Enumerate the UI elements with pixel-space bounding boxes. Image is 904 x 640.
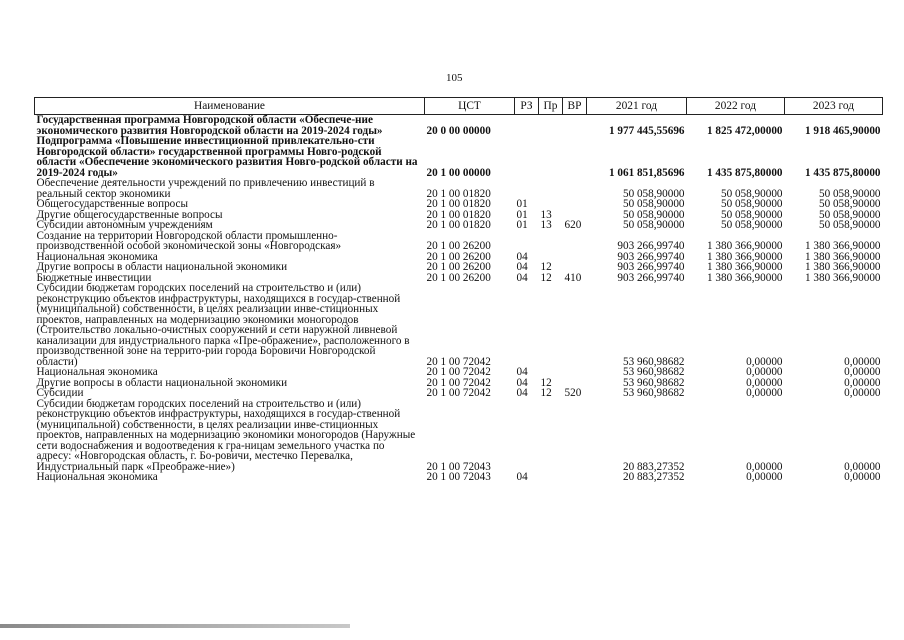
page-number: 105	[446, 72, 463, 84]
cell-rz: 04	[516, 366, 528, 378]
cell-2023: 0,00000	[844, 471, 881, 483]
cell-vr	[563, 262, 587, 273]
cell-2023: 1 918 465,90000	[804, 124, 881, 137]
cell-2023: 0,00000	[844, 366, 881, 378]
cell-2021: 903 266,99740	[617, 250, 685, 263]
cell-cst: 20 1 00 72042	[426, 387, 491, 399]
cell-2022: 1 435 875,80000	[706, 166, 783, 179]
cell-rz	[515, 136, 539, 178]
cell-2023: 1 380 366,90000	[804, 250, 881, 263]
cell-2023: 1 380 366,90000	[804, 261, 881, 273]
cell-pr: 13	[540, 219, 552, 231]
cell-cst: 20 1 00 01820	[426, 219, 491, 231]
cell-rz: 01	[516, 219, 528, 231]
cell-cst: 20 1 00 26200	[426, 261, 491, 273]
cell-2021: 50 058,90000	[622, 208, 685, 221]
table-row	[35, 472, 883, 483]
cell-rz: 04	[516, 387, 528, 399]
header-name: Наименование	[35, 98, 425, 115]
cell-pr	[539, 283, 563, 367]
cell-name: Создание на территории Новгородской области промышленно-производственной особой экономической зоны «Новгородская»	[36, 229, 342, 252]
cell-2021: 53 960,98682	[622, 387, 685, 399]
cell-name: Другие общегосударственные вопросы	[36, 208, 223, 221]
header-cst: ЦСТ	[425, 98, 515, 115]
cell-2021: 53 960,98682	[622, 376, 685, 389]
cell-rz: 04	[516, 250, 528, 263]
cell-vr: 410	[564, 271, 582, 284]
cell-vr	[563, 115, 587, 137]
cell-2022: 1 825 472,00000	[706, 124, 783, 137]
cell-rz	[515, 178, 539, 199]
cell-2023: 50 058,90000	[818, 208, 881, 221]
table-row	[35, 115, 883, 137]
scan-edge-shadow	[0, 624, 350, 628]
cell-name: Общегосударственные вопросы	[36, 198, 189, 210]
cell-cst: 20 1 00 26200	[426, 250, 491, 263]
table-row	[35, 388, 883, 399]
table-row	[35, 367, 883, 378]
cell-2022: 1 380 366,90000	[706, 240, 783, 252]
cell-2022: 0,00000	[746, 471, 783, 483]
cell-2022: 50 058,90000	[720, 187, 783, 200]
cell-cst: 20 1 00 26200	[426, 240, 491, 252]
cell-name: Национальная экономика	[36, 250, 158, 263]
cell-vr	[563, 199, 587, 210]
cell-vr	[563, 367, 587, 378]
cell-cst: 20 1 00 72043	[426, 460, 491, 473]
cell-2022: 1 380 366,90000	[706, 271, 783, 284]
cell-2021: 53 960,98682	[622, 355, 685, 368]
cell-2022: 0,00000	[746, 460, 783, 473]
cell-name: Национальная экономика	[36, 471, 158, 483]
header-pr: Пр	[539, 98, 563, 115]
table-row	[35, 262, 883, 273]
cell-pr	[539, 115, 563, 137]
cell-rz: 01	[516, 208, 528, 221]
cell-2021: 903 266,99740	[617, 271, 685, 284]
cell-2022: 0,00000	[746, 387, 783, 399]
cell-pr: 12	[540, 387, 552, 399]
cell-name: Субсидии	[36, 387, 84, 399]
cell-2022: 1 380 366,90000	[706, 261, 783, 273]
cell-rz	[515, 399, 539, 473]
cell-cst: 20 1 00 72043	[426, 471, 491, 483]
table-row	[35, 399, 883, 473]
cell-2021: 50 058,90000	[622, 198, 685, 210]
cell-name: Субсидии автономным учреждениям	[36, 219, 213, 231]
cell-name: Другие вопросы в области национальной экономики	[36, 261, 288, 273]
cell-name: Обеспечение деятельности учреждений по привлечению инвестиций в реальный сектор экономики	[36, 177, 375, 200]
cell-cst: 20 1 00 72042	[426, 366, 491, 378]
cell-2021: 1 061 851,85696	[608, 166, 685, 179]
cell-name: Субсидии бюджетам городских поселений на строительство и (или) реконструкцию объектов инфраструктуры, находящихся в государ-ственной (муниципальной) собственности, в целях реализации инве-стиционных проектов, направленных на модернизацию экономики моногородов (Строительство локально-очистных сооружений и сети наружной ливневой канализации для индустриального парка «Пре-ображение», расположенного в производственной зоне на террито-рии города Боровичи Новгородской области)	[36, 282, 410, 368]
header-2021: 2021 год	[587, 98, 687, 115]
cell-pr	[539, 199, 563, 210]
cell-2021: 53 960,98682	[622, 366, 685, 378]
cell-2023: 1 380 366,90000	[804, 271, 881, 284]
cell-cst: 20 1 00 01820	[426, 198, 491, 210]
table-row	[35, 283, 883, 367]
cell-name: Субсидии бюджетам городских поселений на строительство и (или) реконструкцию объектов инфраструктуры, находящихся в государ-ственной (муниципальной) собственности, в целях реализации инве-стиционных проектов, направленных на модернизацию экономики моногородов (Наружные сети водоснабжения и водоотведения к гра-ницам земельного участка по адресу: «Новгородская область, г. Бо-ровичи, местечко Перевалка, Индустриальный парк «Преображе-ние»)	[36, 397, 416, 473]
header-2023: 2023 год	[785, 98, 883, 115]
cell-name: Подпрограмма «Повышение инвестиционной привлекательно-сти Новгородской области» государственной программы Новго-родской области «Обеспечение экономического развития Новго-родской области на 2019-2024 годы»	[36, 135, 418, 179]
cell-name: Государственная программа Новгородской области «Обеспече-ние экономического развития Новгородской области на 2019-2024 годы»	[36, 114, 383, 137]
cell-2021: 20 883,27352	[622, 471, 685, 483]
table-row	[35, 136, 883, 178]
table-row	[35, 199, 883, 210]
table-row	[35, 220, 883, 231]
cell-2021: 1 977 445,55696	[608, 124, 685, 137]
cell-2023: 50 058,90000	[818, 187, 881, 200]
cell-2021: 20 883,27352	[622, 460, 685, 473]
cell-vr	[563, 252, 587, 263]
cell-vr	[563, 136, 587, 178]
cell-pr: 12	[540, 376, 552, 389]
cell-2022: 0,00000	[746, 376, 783, 389]
cell-pr	[539, 178, 563, 199]
header-2022: 2022 год	[687, 98, 785, 115]
cell-rz: 01	[516, 198, 528, 210]
header-rz: РЗ	[515, 98, 539, 115]
cell-2023: 0,00000	[844, 460, 881, 473]
cell-2022: 50 058,90000	[720, 208, 783, 221]
cell-2022: 50 058,90000	[720, 198, 783, 210]
cell-rz: 04	[516, 376, 528, 389]
cell-rz: 04	[516, 271, 528, 284]
cell-cst: 20 1 00 72042	[426, 355, 491, 368]
cell-name: Бюджетные инвестиции	[36, 271, 152, 284]
cell-2023: 0,00000	[844, 387, 881, 399]
cell-vr	[563, 472, 587, 483]
cell-pr	[539, 136, 563, 178]
cell-2021: 903 266,99740	[617, 261, 685, 273]
cell-vr: 620	[564, 219, 582, 231]
cell-cst: 20 1 00 01820	[426, 208, 491, 221]
cell-vr	[563, 231, 587, 252]
budget-table	[34, 97, 883, 483]
cell-cst: 20 0 00 00000	[426, 124, 491, 137]
cell-vr	[563, 283, 587, 367]
cell-2023: 0,00000	[844, 376, 881, 389]
cell-name: Другие вопросы в области национальной экономики	[36, 376, 288, 389]
cell-2021: 50 058,90000	[622, 187, 685, 200]
table-row	[35, 178, 883, 199]
cell-cst: 20 1 00 26200	[426, 271, 491, 284]
table-row	[35, 231, 883, 252]
cell-rz	[515, 283, 539, 367]
cell-cst: 20 1 00 72042	[426, 376, 491, 389]
cell-2021: 50 058,90000	[622, 219, 685, 231]
cell-pr	[539, 367, 563, 378]
cell-pr: 13	[540, 208, 552, 221]
cell-2022: 0,00000	[746, 366, 783, 378]
cell-2022: 50 058,90000	[720, 219, 783, 231]
cell-2021: 903 266,99740	[617, 240, 685, 252]
cell-pr: 12	[540, 261, 552, 273]
cell-pr	[539, 472, 563, 483]
table-header-row	[35, 98, 883, 115]
cell-vr	[563, 399, 587, 473]
cell-rz: 04	[516, 261, 528, 273]
header-vr: ВР	[563, 98, 587, 115]
cell-2022: 1 380 366,90000	[706, 250, 783, 263]
cell-2023: 50 058,90000	[818, 198, 881, 210]
cell-pr	[539, 399, 563, 473]
cell-2023: 1 380 366,90000	[804, 240, 881, 252]
cell-cst: 20 1 00 00000	[426, 166, 491, 179]
cell-2022: 0,00000	[746, 355, 783, 368]
cell-2023: 50 058,90000	[818, 219, 881, 231]
cell-rz	[515, 115, 539, 137]
cell-vr	[563, 178, 587, 199]
cell-2023: 0,00000	[844, 355, 881, 368]
cell-vr: 520	[564, 387, 582, 399]
cell-2023: 1 435 875,80000	[804, 166, 881, 179]
cell-rz	[515, 231, 539, 252]
cell-cst: 20 1 00 01820	[426, 187, 491, 200]
cell-name: Национальная экономика	[36, 366, 158, 378]
cell-rz: 04	[516, 471, 528, 483]
cell-pr	[539, 231, 563, 252]
cell-pr: 12	[540, 271, 552, 284]
